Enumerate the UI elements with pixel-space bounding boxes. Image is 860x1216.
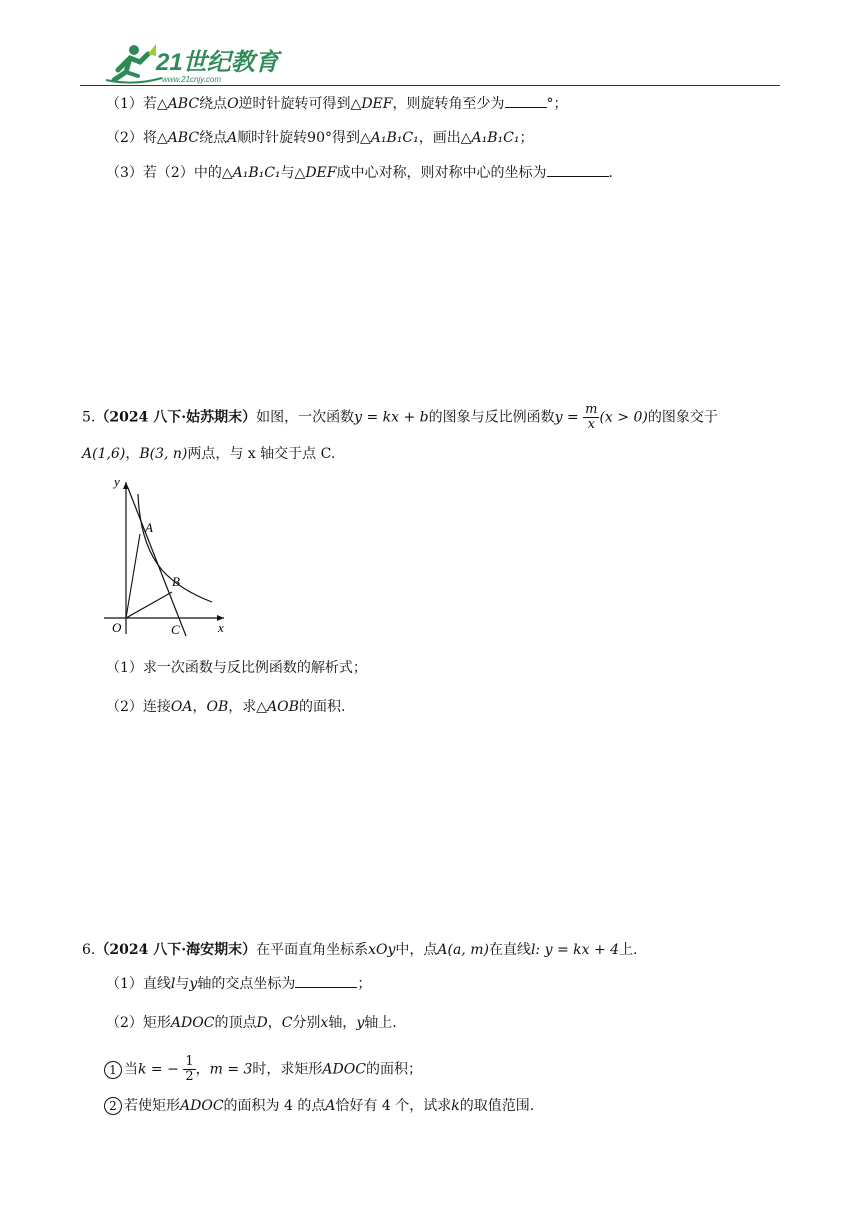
q4-part1 <box>106 93 568 114</box>
q4-part1-def: DEF <box>361 96 393 112</box>
q6-sub2-end: 的取值范围. <box>459 1098 535 1114</box>
q6-sub1-end: 的面积； <box>365 1061 422 1078</box>
q4-part2-mid2: 顺时针旋转90°得到△ <box>237 130 371 146</box>
label-b: B <box>172 574 180 589</box>
q6-part2-c: C <box>281 1015 293 1031</box>
q6-part2-sep: ， <box>267 1015 282 1031</box>
q6-stem <box>82 940 638 960</box>
q4-part1-abc: ABC <box>167 96 200 112</box>
q6-part1-pre: （1）直线 <box>106 976 171 992</box>
q6-sub2-k: k <box>451 1098 460 1114</box>
q6-sub2-a: A <box>325 1098 336 1114</box>
q5-figure <box>100 474 232 638</box>
q5-stem-line2 <box>82 444 335 464</box>
site-logo <box>104 40 284 86</box>
q6-part1 <box>106 973 371 994</box>
q4-part2-end: ； <box>519 130 534 146</box>
q4-part2-mid: 绕点 <box>199 130 228 146</box>
q6-sub1-fraction <box>183 1055 195 1084</box>
q6-source: （2024 八下·海安期末） <box>95 942 257 958</box>
label-y: y <box>114 474 120 489</box>
circled-number-2: 2 <box>104 1097 122 1115</box>
q6-part1-end: ； <box>357 976 372 992</box>
q6-part1-l: l <box>170 976 176 992</box>
q4-part2-pre: （2）将△ <box>106 130 168 146</box>
segment-oa <box>126 534 140 618</box>
q4-part3-mid: 与△ <box>280 165 306 181</box>
q6-part2-y: y <box>356 1015 365 1031</box>
q4-part3-t: A₁B₁C₁ <box>232 165 281 181</box>
q6-part2-pre: （2）矩形 <box>106 1015 171 1031</box>
q5-frac-num: m <box>585 402 598 417</box>
q6-part1-mid: 与 <box>175 976 190 992</box>
q5-part2-sep: ， <box>192 699 207 715</box>
q6-sub1-pre: 当 <box>124 1061 138 1078</box>
answer-blank[interactable] <box>547 162 609 177</box>
q6-part2 <box>106 1013 397 1033</box>
q6-part2-x: x <box>320 1015 329 1031</box>
q4-part2-abc: ABC <box>167 130 200 146</box>
q6-text3: 在直线 <box>488 942 531 958</box>
q6-text2: 中，点 <box>395 942 438 958</box>
q6-sub1-m: m = 3 <box>209 1061 253 1078</box>
q4-part3 <box>106 162 613 183</box>
q5-part2-oa: OA <box>170 699 193 715</box>
q6-part2-d: D <box>256 1015 268 1031</box>
logo-url: www.21cnjy.com <box>162 75 221 84</box>
q5-eq1: y = kx + b <box>354 409 429 426</box>
q5-point-b: B(3, n) <box>139 446 188 462</box>
q5-number: 5. <box>82 409 96 426</box>
circled-number-1: 1 <box>104 1061 122 1079</box>
q5-text1: 如图，一次函数 <box>256 409 355 426</box>
q6-part2-adoc: ADOC <box>170 1015 215 1031</box>
q6-sub2-mid: 的面积为 4 的点 <box>223 1098 326 1114</box>
q6-sub1-sep: ， <box>195 1061 210 1078</box>
y-axis-arrow-icon <box>123 482 129 489</box>
q5-text4: 两点，与 x 轴交于点 C. <box>187 446 336 462</box>
q6-sub1-num: 1 <box>185 1054 194 1069</box>
q5-frac-den: x <box>587 417 595 432</box>
q5-part2-end: 的面积. <box>298 699 346 715</box>
linear-function-line <box>128 488 186 636</box>
label-a: A <box>145 520 153 535</box>
q6-sub2 <box>104 1096 534 1116</box>
answer-blank[interactable] <box>295 973 357 988</box>
q6-number: 6. <box>82 942 96 958</box>
q4-part2-t2: A₁B₁C₁ <box>471 130 520 146</box>
q5-part2-pre: （2）连接 <box>106 699 171 715</box>
q5-part1 <box>106 658 367 678</box>
q4-part3-pre: （3）若（2）中的△ <box>106 165 233 181</box>
label-o: O <box>112 620 122 635</box>
header-divider <box>80 85 780 86</box>
q6-sub2-mid2: 恰好有 4 个，试求 <box>335 1098 452 1114</box>
q4-part2-mid3: ，画出△ <box>418 130 472 146</box>
q5-part2-aob: AOB <box>267 699 299 715</box>
label-x: x <box>218 620 224 635</box>
q5-source: （2024 八下·姑苏期末） <box>95 409 257 426</box>
q5-point-a: A(1,6) <box>82 446 126 462</box>
runner-logo-icon <box>104 40 284 86</box>
q6-sub1-k: k = − <box>138 1061 179 1078</box>
q6-sub2-adoc: ADOC <box>180 1098 224 1114</box>
q5-text2: 的图象与反比例函数 <box>428 409 555 426</box>
q6-sub1-den: 2 <box>185 1069 194 1084</box>
q6-xoy: xOy <box>368 942 396 958</box>
q6-part2-mid: 的顶点 <box>214 1015 257 1031</box>
q6-part1-y: y <box>189 976 198 992</box>
q5-part2-mid: ，求△ <box>228 699 268 715</box>
q6-sub1 <box>104 1055 422 1084</box>
q4-part2-a: A <box>227 130 238 146</box>
logo-text: 21世纪教育 <box>156 49 279 76</box>
label-c: C <box>171 622 180 637</box>
q6-part2-mid2: 分别 <box>292 1015 321 1031</box>
q5-stem-line1 <box>82 403 718 432</box>
q4-part3-post: 成中心对称，则对称中心的坐标为 <box>336 165 547 181</box>
q5-eq2-lhs: y = <box>554 409 579 426</box>
q6-part2-mid3: 轴， <box>328 1015 357 1031</box>
q6-text1: 在平面直角坐标系 <box>256 942 369 958</box>
q6-sub2-pre: 若使矩形 <box>124 1098 180 1114</box>
q6-point-a: A(a, m) <box>437 942 489 958</box>
q4-part1-pre: （1）若△ <box>106 96 168 112</box>
q4-part1-post: ，则旋转角至少为 <box>392 96 505 112</box>
q5-fraction <box>583 403 599 432</box>
q6-text4: 上. <box>619 942 638 958</box>
q6-line-eq: l: y = kx + 4 <box>530 942 620 958</box>
q4-part2 <box>106 128 533 148</box>
q6-sub1-mid: 时，求矩形 <box>252 1061 323 1078</box>
q5-text3: 的图象交于 <box>647 409 718 426</box>
q4-part1-mid2: 逆时针旋转可得到△ <box>238 96 362 112</box>
q4-part1-o: O <box>227 96 239 112</box>
q4-part1-mid: 绕点 <box>199 96 228 112</box>
q4-part2-t1: A₁B₁C₁ <box>370 130 419 146</box>
q4-part3-end: . <box>608 165 613 181</box>
q6-sub1-adoc: ADOC <box>322 1061 366 1078</box>
segment-ob <box>126 592 172 618</box>
q5-part1-text: （1）求一次函数与反比例函数的解析式； <box>106 660 367 676</box>
answer-blank[interactable] <box>505 93 547 108</box>
q4-part1-end: °； <box>546 96 568 112</box>
q5-eq2-cond: (x > 0) <box>599 409 648 426</box>
q6-part2-end: 轴上. <box>364 1015 397 1031</box>
q5-comma: ， <box>125 446 140 462</box>
q5-part2-ob: OB <box>206 699 229 715</box>
q6-part1-post: 轴的交点坐标为 <box>197 976 296 992</box>
q4-part3-def: DEF <box>305 165 337 181</box>
q5-part2 <box>106 697 345 717</box>
